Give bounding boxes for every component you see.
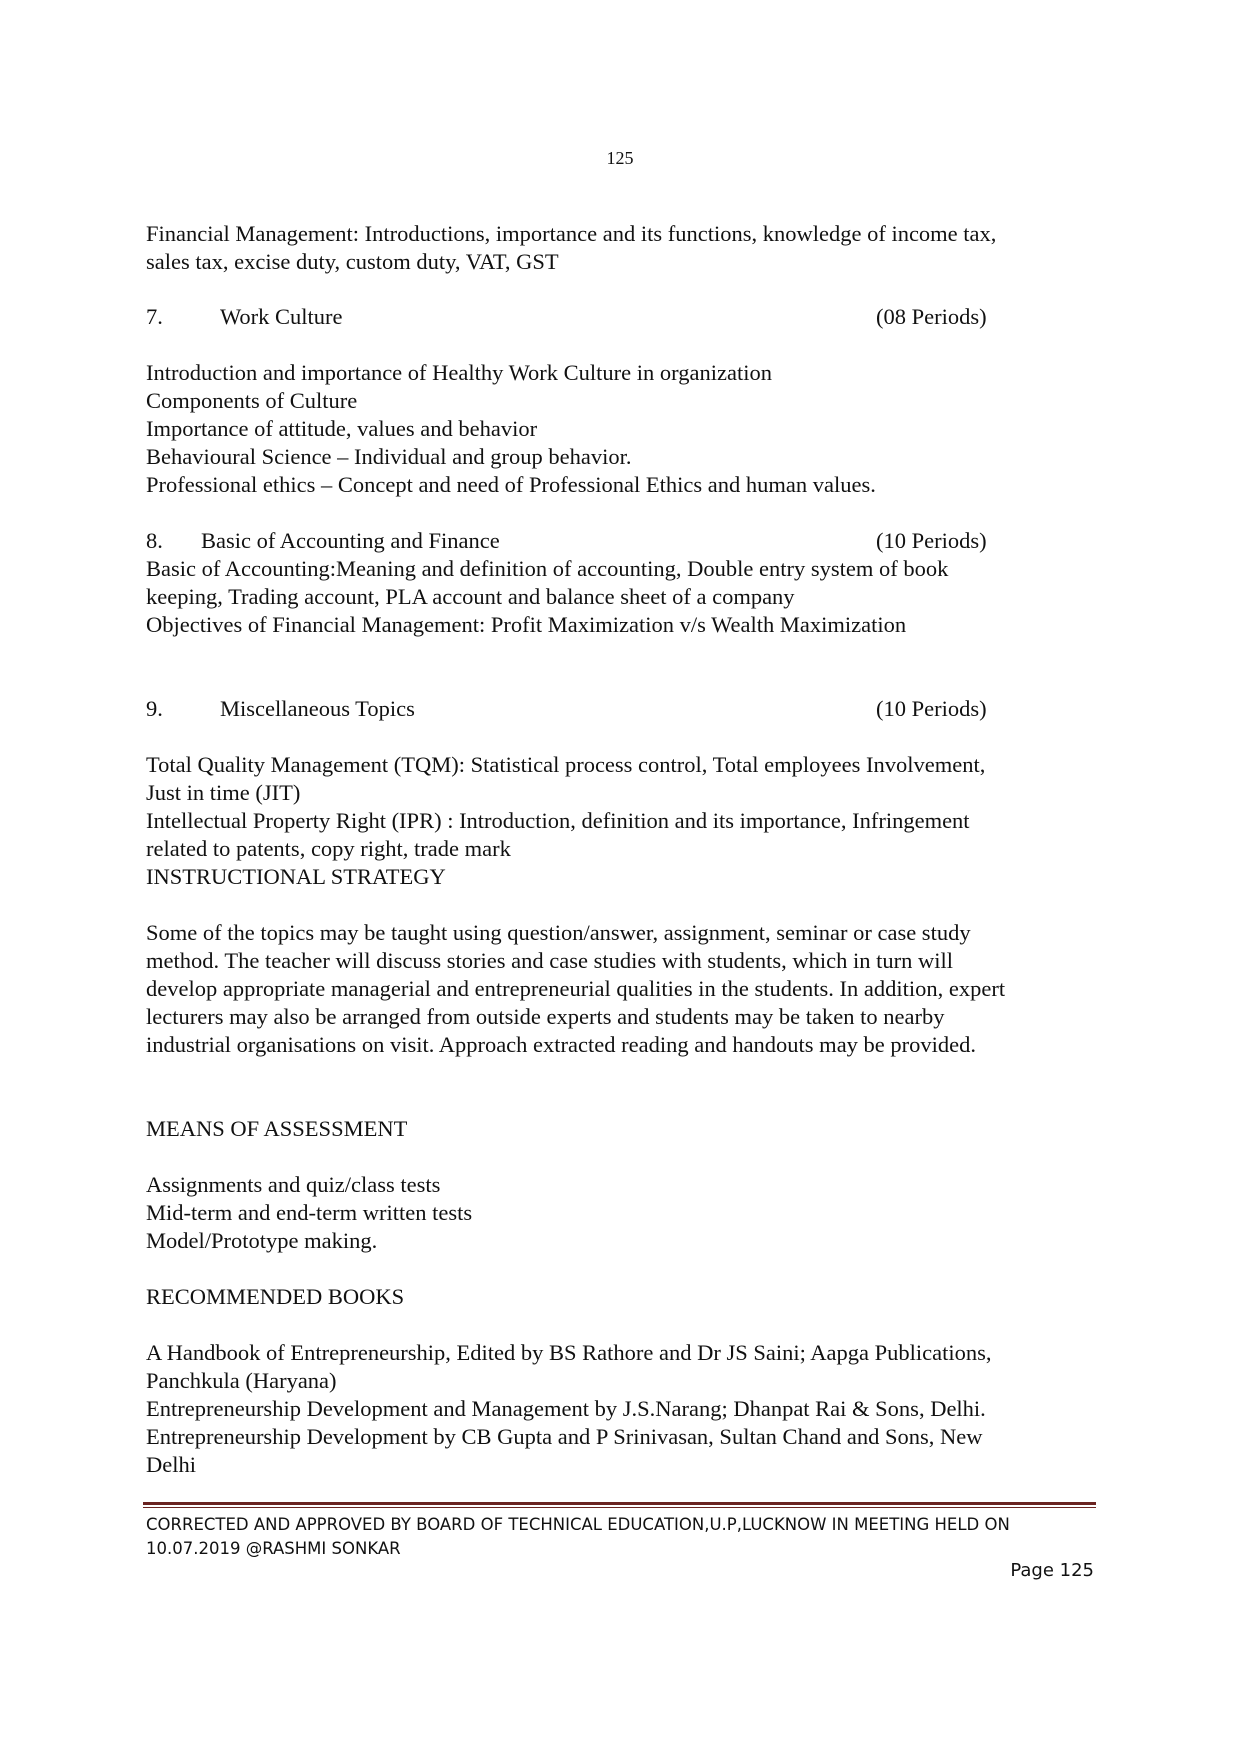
section-7-title: Work Culture — [220, 304, 343, 329]
footer-approval-line: CORRECTED AND APPROVED BY BOARD OF TECHNICAL EDUCATION,U.P,LUCKNOW IN MEETING HELD ON — [146, 1515, 1010, 1534]
footer-page-number: Page 125 — [1010, 1560, 1094, 1581]
section-9-line: related to patents, copy right, trade mark — [146, 836, 511, 861]
section-8-line: Basic of Accounting:Meaning and definition of accounting, Double entry system of book — [146, 556, 949, 581]
book-line: Panchkula (Haryana) — [146, 1368, 337, 1393]
section-9-number: 9. — [146, 696, 163, 721]
header-page-number: 125 — [606, 148, 634, 168]
assessment-item: Mid-term and end-term written tests — [146, 1200, 473, 1225]
footer-rule-thick — [143, 1502, 1096, 1505]
section-9-line: Total Quality Management (TQM): Statistical process control, Total employees Involvement, — [146, 752, 986, 777]
assessment-item: Model/Prototype making. — [146, 1228, 378, 1253]
section-7-line: Components of Culture — [146, 388, 358, 413]
section-9-line: Intellectual Property Right (IPR) : Introduction, definition and its importance, Infringement — [146, 808, 970, 833]
strategy-line: develop appropriate managerial and entrepreneurial qualities in the students. In addition, expert — [146, 976, 1006, 1001]
section-7-number: 7. — [146, 304, 163, 329]
book-line: Entrepreneurship Development and Management by J.S.Narang; Dhanpat Rai & Sons, Delhi. — [146, 1396, 986, 1421]
instructional-strategy-heading: INSTRUCTIONAL STRATEGY — [146, 864, 446, 889]
section-9-line: Just in time (JIT) — [146, 780, 301, 805]
section-9-periods: (10 Periods) — [876, 696, 987, 721]
section-8-title: Basic of Accounting and Finance — [201, 528, 500, 553]
strategy-line: industrial organisations on visit. Approach extracted reading and handouts may be provided. — [146, 1032, 977, 1057]
section-9-title: Miscellaneous Topics — [220, 696, 415, 721]
assessment-item: Assignments and quiz/class tests — [146, 1172, 441, 1197]
footer-date-author: 10.07.2019 @RASHMI SONKAR — [146, 1539, 401, 1558]
section-7-line: Professional ethics – Concept and need of Professional Ethics and human values. — [146, 472, 876, 497]
section-8-line: keeping, Trading account, PLA account and balance sheet of a company — [146, 584, 795, 609]
section-7-periods: (08 Periods) — [876, 304, 987, 329]
book-line: Entrepreneurship Development by CB Gupta and P Srinivasan, Sultan Chand and Sons, New — [146, 1424, 983, 1449]
section-7-line: Introduction and importance of Healthy Work Culture in organization — [146, 360, 772, 385]
strategy-line: method. The teacher will discuss stories and case studies with students, which in turn will — [146, 948, 953, 973]
strategy-line: lecturers may also be arranged from outside experts and students may be taken to nearby — [146, 1004, 945, 1029]
section-7-line: Importance of attitude, values and behavior — [146, 416, 538, 441]
section-8-periods: (10 Periods) — [876, 528, 987, 553]
book-line: A Handbook of Entrepreneurship, Edited by BS Rathore and Dr JS Saini; Aapga Publications, — [146, 1340, 992, 1365]
section-7-line: Behavioural Science – Individual and group behavior. — [146, 444, 632, 469]
section-8-line: Objectives of Financial Management: Profit Maximization v/s Wealth Maximization — [146, 612, 907, 637]
books-heading: RECOMMENDED BOOKS — [146, 1284, 405, 1309]
section-8-number: 8. — [146, 528, 163, 553]
footer-rule-thin — [143, 1507, 1096, 1508]
intro-line: Financial Management: Introductions, importance and its functions, knowledge of income tax, — [146, 221, 997, 246]
assessment-heading: MEANS OF ASSESSMENT — [146, 1116, 408, 1141]
book-line: Delhi — [146, 1452, 196, 1477]
intro-line: sales tax, excise duty, custom duty, VAT, GST — [146, 249, 559, 274]
strategy-line: Some of the topics may be taught using question/answer, assignment, seminar or case study — [146, 920, 971, 945]
